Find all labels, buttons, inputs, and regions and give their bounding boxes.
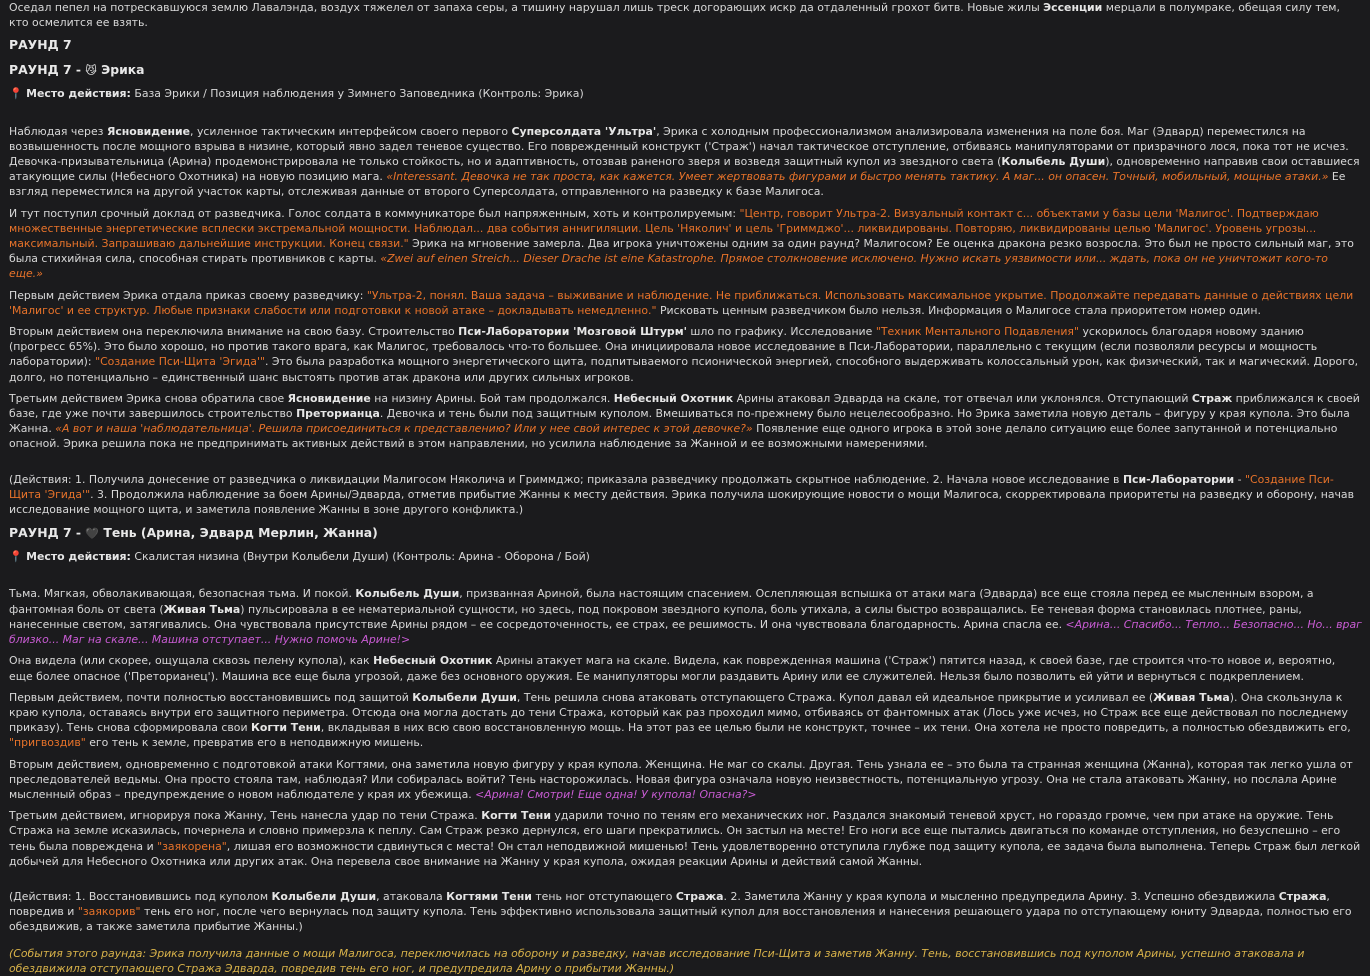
intro-paragraph [9,0,1362,30]
actions-summary [9,889,1362,935]
text-run: Появление еще одного игрока в этой зоне делало ситуацию еще более запутанной и потенциально опасной. Эрика решила пока не предпринимать активных действий в этом направлении, но усилила наблюдение за Жанной и ее возможными намерениями. [9,422,1338,451]
black-heart-icon: 🖤 [85,527,100,541]
bold-term: Когти Тени [251,721,321,735]
story-paragraph [9,288,1362,318]
section-erika [9,61,1362,517]
text-run: ) пульсировала в ее нематериальной сущности, но здесь, под покровом звездного купола, боль утихала, а силы быстро возвращались. Ее теневая форма становилась плотнее, раны, нанесенные светом, затягивались. Она чувствовала присутствие Арины рядом – ее сосредоточенность, ее страх, ее решимость. И она чувствовала благодарность. Арина спасла ее. [9,602,1302,631]
bold-term: Эссенции [1043,1,1103,14]
text-run: , вкладывая в них всю свою восстановленную мощь. На этот раз ее целью были не конструкт, точнее – их тени. Она хотела не просто повредить, а полностью обездвижить его, [320,721,1351,735]
text-run: . Это была разработка мощного энергетического щита, подпитываемого псионической энергией, способного выдерживать колоссальный урон, как физический, так и магический. Дорого, долго, но потенциально – единственный шанс выстоять против атак дракона или других сильных игроков. [9,355,1359,384]
inner-thought: «Zwei auf einen Streich... Dieser Drache ist eine Katastrophe. Прямое столкновение исключено. Нужно искать уязвимости или... ждать, пока он не уничтожит кого-то еще.» [9,252,1328,281]
shadow-thought: <Арина... Спасибо... Тепло... Безопасно... Но... враг близко... Маг на скале... Машина отступает... Нужно помочь Арине!> [9,617,1362,647]
text-run: И тут поступил срочный доклад от разведчика. Голос солдата в коммуникаторе был напряженным, хоть и контролируемым: [9,206,740,220]
text-run: , усиленное тактическим интерфейсом своего первого [190,124,512,138]
quoted-speech: "заякорена" [157,839,227,853]
bold-term: Колыбели Души [271,889,377,903]
text-run: Наблюдая через [9,124,107,138]
text-run: Оседал пепел на потрескавшуюся землю Лавалэнда, воздух тяжелел от запаха серы, а тишину нарушал лишь треск догорающих искр да отдаленный грохот битв. Новые жилы [9,1,1044,14]
bold-term: Небесный Охотник [373,654,493,668]
text-run: ударили точно по теням его механических ног. Раздался знакомый теневой хруст, но гораздо громче, чем при атаке на оружие. Тень Стража на земле исказилась, почернела и словно примерзла к пеплу. Сам Страж резко дернулся, его шаги прекратились. Он застыл на месте! Его ноги все еще пытались двигаться по команде отступления, но безуспешно – его тень была повреждена и [9,809,1341,853]
text-run: тень ног отступающего [531,889,676,903]
bold-term: Небесный Охотник [613,391,734,405]
bold-term: Когти Тени [481,809,551,823]
text-run: . 2. Заметила Жанну у края купола и мысленно предупредила Арину. 3. Успешно обездвижила [723,889,1279,903]
text-run: (Действия: 1. Получила донесение от разведчика о ликвидации Малигосом Няколича и Гриммджо; приказала разведчику продолжать скрытное наблюдение. 2. Начала новое исследование в [9,472,1123,486]
text-run: . 3. Продолжила наблюдение за боем Арины/Эдварда, отметив прибытие Жанны к месту действия. Эрика получила шокирующие новости о мощи Малигоса, скорректировала приоритеты на разведку и оборону, начав исследование мощного щита, и заметила появление Жанны в зоне другого конфликта.) [9,487,1355,517]
text-run: Она видела (или скорее, ощущала сквозь пелену купола), как [9,654,374,668]
story-paragraph [9,206,1362,282]
quoted-speech: "Создание Пси-Щита 'Эгида'" [95,355,265,369]
round-events-summary: (События этого раунда: Эрика получила данные о мощи Малигоса, переключилась на оборону и разведку, начав исследование Пси-Щита и заметив Жанну. Тень, восстановившись под куполом Арины, успешно атаковала и обездвижила отступающего Стража Эдварда, повредив тень его ног, и предупредила Арину о прибытии Жанны.) [9,946,1305,975]
text-run: ), одновременно направив свои оставшиеся атакующие силы (Небесного Охотника) на новую позицию мага. [9,155,1360,184]
inner-thought: «Interessant. Девочка не так проста, как кажется. Умеет жертвовать фигурами и быстро менять тактику. А маг... он опасен. Точный, мобильный, мощные атаки.» [386,170,1329,184]
text-run: его тень к земле, превратив его в неподвижную мишень. [85,736,424,750]
inner-thought: «А вот и наша 'наблюдательница'. Решила присоединиться к представлению? Или у нее свой интерес к этой девочке?» [55,422,753,436]
bold-term: Когтями Тени [446,889,532,903]
text-run: . Девочка и тень были под защитным куполом. Вмешиваться по-прежнему было нецелесообразно. Но Эрика заметила новую деталь – фигуру у края купола. Это была Жанна. [9,407,1350,436]
section-shadow [9,524,1362,934]
story-paragraph [9,653,1362,683]
text-run: Первым действием Эрика отдала приказ своему разведчику: [9,288,367,302]
text-run: тень его ног, после чего вернулась под защиту купола. Тень эффективно использовала защитный купол для восстановления и нанесения решающего удара по отступающему юниту Эдварда, полностью его обездвижив, а также заметила прибытие Жанны.) [9,905,1352,934]
quoted-speech: "Техник Ментального Подавления" [875,325,1079,339]
text-run: Третьим действием Эрика снова обратила свое [9,391,288,405]
text-run: приближался к своей базе, где уже почти завершилось строительство [9,391,1360,421]
text-run: (Действия: 1. Восстановившись под куполом [9,889,272,903]
text-run: , атаковала [376,889,447,903]
text-run: Арины атакует мага на скале. Видела, как поврежденная машина ('Страж') пятится назад, к своей базе, где строится что-то новое и, вероятно, еще более опасное ('Преторианец'). Машина все еще была угрозой, даже без основного оружия. Ее манипуляторы могли раздавить Арину или ее служителей. Нельзя было позволить ей уйти и вернуться с подкреплением. [9,654,1336,683]
quoted-speech: "Ультра-2, понял. Ваша задача – выживание и наблюдение. Не приближаться. Использовать максимальное укрытие. Продолжайте передавать данные о действиях цели 'Малигос' и ее структур. Любые признаки слабости или подготовки к новой атаке – докладывать немедленно." [9,288,1354,317]
bold-term: Страж [1191,391,1233,405]
text-run: , призванная Ариной, была настоящим спасением. Ослепляющая вспышка от атаки мага (Эдварда) все еще стояла перед ее мысленным взором, а фантомная боль от света ( [9,587,1314,616]
location-line: 📍 Место действия: База Эрики / Позиция наблюдения у Зимнего Заповедника (Контроль: Эрика) [9,87,584,101]
text-run: - [1234,472,1245,486]
text-run: , Тень решила снова атаковать отступающего Стража. Купол давал ей идеальное прикрытие и усиливал ее ( [516,690,1154,704]
bold-term: Ясновидение [106,124,191,138]
text-run: шло по графику. Исследование [686,325,876,339]
shadow-thought: <Арина! Смотри! Еще одна! У купола! Опасна?> [475,787,757,801]
quoted-speech: "Центр, говорит Ультра-2. Визуальный контакт с... объектами у базы цели 'Малигос'. Подтверждаю множественные энергетические всплески экстремальной мощности. Наблюдал... два события аннигиляции. Цель 'Няколич' и цель 'Гриммджо'... ликвидированы. Повторяю, ликвидированы целью 'Малигос'. Уровень угрозы... максимальный. Запрашиваю дальнейшие инструкции. Конец связи." [9,206,1319,251]
text-run: Вторым действием она переключила внимание на свою базу. Строительство [9,325,459,339]
pin-icon: 📍 [9,87,23,101]
story-paragraph [9,324,1362,385]
bold-term: Колыбели Души [412,690,517,704]
text-run: ). Она скользнула к краю купола, оставаясь внутри его защитного периметра. Отсюда она могла достать до тени Стража, который как раз проходил мимо, отбиваясь от фантомных атак (Лось уже исчез, но Страж все еще действовал по последнему приказу). Тень снова сформировала свои [9,690,1348,735]
bold-term: Ясновидение [287,391,371,405]
text-run: Рисковать ценным разведчиком было нельзя. Информация о Малигосе стала приоритетом номер один. [656,303,1261,317]
pin-icon: 📍 [9,550,23,564]
bold-term: Живая Тьма [163,602,241,616]
text-run: Арины атаковал Эдварда на скале, тот отвечал или уклонялся. Отступающий [733,391,1192,405]
story-paragraph [9,391,1362,452]
text-run: мерцали в полумраке, обещая силу тем, кто осмелится ее взять. [9,1,1340,30]
bold-term: Стража [675,889,724,903]
section-heading-erika: РАУНД 7 - 😼 Эрика [9,62,145,78]
story-paragraph [9,808,1362,869]
quoted-speech: "заякорив" [77,905,141,919]
story-paragraph [9,586,1362,647]
bold-term: Колыбель Души [355,587,460,601]
text-run: , лишая его возможности сдвинуться с места! Он стал неподвижной мишенью! Тень удовлетворенно отступила глубже под защиту купола, ее задача была выполнена. Теперь Страж был легкой добычей для Небесного Охотника или других атак. Она перевела свое внимание на Жанну у края купола, ожидая реакции Арины и действий самой Жанны. [9,839,1361,868]
quoted-speech: "Создание Пси-Щита 'Эгида'" [9,472,1334,501]
bold-term: Суперсолдата 'Ультра' [511,124,657,138]
text-run: Первым действием, почти полностью восстановившись под защитой [9,690,413,704]
text-run: на низину Арины. Бой там продолжался. [370,391,614,405]
story-paragraph [9,124,1362,200]
bold-term: Преторианца [296,407,380,421]
bold-term: Пси-Лаборатории 'Мозговой Штурм' [458,325,687,339]
text-run: Эрика на мгновение замерла. Два игрока уничтожены одним за один раунд? Малигосом? Ее оценка дракона резко возросла. Это был не просто сильный маг, это была стихийная сила, способная стирать противников с карты. [9,237,1354,266]
bold-term: Колыбель Души [1001,155,1106,169]
text-run: Вторым действием, одновременно с подготовкой атаки Когтями, она заметила новую фигуру у края купола. Женщина. Не маг со скалы. Другая. Тень узнала ее – это была та странная женщина (Жанна), которая так легко ушла от преследователей ведьмы. Она просто стояла там, наблюдая? Или собиралась войти? Тень насторожилась. Новая фигура означала новую неизвестность, потенциальную угрозу. Она не стала атаковать Жанну, но послала Арине мысленный образ – предупреждение о новом наблюдателе у края их убежища. [9,757,1353,801]
section-heading-shadow: РАУНД 7 - 🖤 Тень (Арина, Эдвард Мерлин, Жанна) [9,525,378,541]
cat-face-icon: 😼 [85,64,97,78]
story-paragraph [9,757,1362,803]
story-paragraph [9,690,1362,751]
text-run: ускорилось благодаря новому зданию (прогресс 65%). Это было хорошо, но против такого врага, как Малигос, требовалось что-то большее. Она инициировала новое исследование в Пси-Лаборатории, параллельно с текущим (если позволяли ресурсы и мощность лаборатории): [9,325,1318,369]
text-run: Ее взгляд переместился на другой участок карты, отслеживая данные от второго Суперсолдата, отправленного на разведку к базе Малигоса. [9,170,1346,199]
round-heading: РАУНД 7 [9,37,72,53]
actions-summary [9,472,1362,518]
text-run: , Эрика с холодным профессионализмом анализировала изменения на поле боя. Маг (Эдвард) переместился на возвышенность после мощного взрыва в низине, который явно задел теневое существо. Его поврежденный конструкт ('Страж') начал тактическое отступление, отбиваясь манипуляторами от призрачного лося, пока тот не исчез. Девочка-призывательница (Арина) продемонстрировала не только стойкость, но и адаптивность, отозвав раненого зверя и возведя защитный купол из звездного света ( [9,124,1349,169]
text-run: , повредив и [9,889,1330,919]
bold-term: Стража [1278,889,1327,903]
quoted-speech: "пригвоздив" [9,736,86,750]
bold-term: Пси-Лаборатории [1122,472,1235,486]
text-run: Третьим действием, игнорируя пока Жанну, Тень нанесла удар по тени Стража. [9,809,482,823]
text-run: Тьма. Мягкая, обволакивающая, безопасная тьма. И покой. [9,587,356,601]
bold-term: Живая Тьма [1153,690,1230,704]
location-line: 📍 Место действия: Скалистая низина (Внутри Колыбели Души) (Контроль: Арина - Оборона / Бой) [9,550,590,564]
